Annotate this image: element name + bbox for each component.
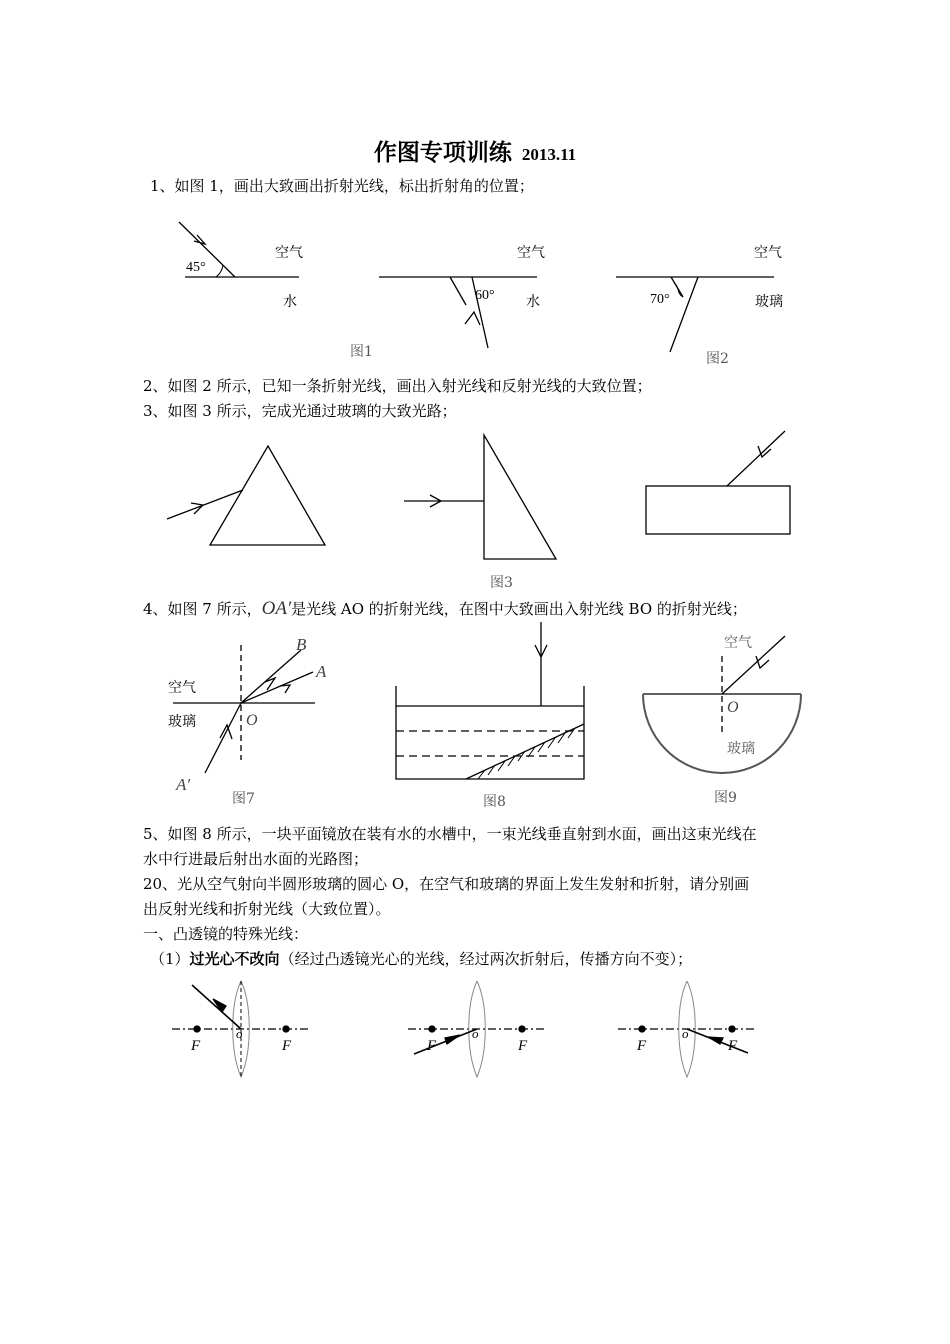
q4-suffix: 是光线 AO 的折射光线，在图中大致画出入射光线 BO 的折射光线； — [291, 600, 747, 618]
label-point-a-prime: A′ — [176, 775, 191, 794]
label-focus-left-3: F — [637, 1038, 647, 1054]
label-water-2: 水 — [526, 294, 540, 310]
label-point-o-9: O — [727, 699, 739, 716]
label-focus-right-2: F — [518, 1038, 528, 1054]
label-air-3: 空气 — [754, 245, 782, 261]
label-point-o-7: O — [246, 712, 258, 729]
label-glass-7: 玻璃 — [168, 714, 196, 730]
label-center-3: o — [682, 1026, 689, 1041]
label-glass-3: 玻璃 — [755, 294, 783, 310]
question-2: 2、如图 2 所示，已知一条折射光线，画出入射光线和反射光线的大致位置； — [143, 377, 652, 395]
caption-fig1: 图1 — [350, 344, 373, 360]
diagram-lens-2 — [408, 981, 545, 1077]
diagram-lens-1 — [172, 981, 309, 1077]
label-air-7: 空气 — [168, 680, 196, 696]
title-main: 作图专项训练 — [373, 139, 512, 166]
caption-fig7: 图7 — [232, 791, 255, 807]
question-20-line1: 20、光从空气射向半圆形玻璃的圆心 O，在空气和玻璃的界面上发生发射和折射，请分别画 — [143, 875, 750, 893]
caption-fig8: 图8 — [483, 794, 506, 810]
diagram-fig3-slab — [646, 431, 790, 534]
question-5-line2: 水中行进最后射出水面的光路图； — [143, 850, 369, 868]
caption-fig9: 图9 — [714, 790, 737, 806]
sub1-prefix: （1） — [150, 950, 190, 968]
label-focus-right-3: F — [728, 1038, 738, 1054]
label-focus-right-1: F — [282, 1038, 292, 1054]
label-angle-45: 45° — [186, 260, 206, 275]
diagram-fig3-right-prism — [404, 435, 556, 559]
label-point-a: A — [316, 662, 327, 681]
label-water-1: 水 — [283, 294, 297, 310]
question-5-line1: 5、如图 8 所示，一块平面镜放在装有水的水槽中，一束光线垂直射到水面，画出这束光线在 — [143, 825, 757, 843]
label-center-2: o — [472, 1026, 479, 1041]
diagram-lens-3 — [618, 981, 755, 1077]
diagram-fig9 — [643, 636, 801, 773]
diagram-fig1-left — [179, 222, 299, 277]
label-point-b: B — [296, 635, 307, 654]
label-air-1: 空气 — [275, 245, 303, 261]
label-focus-left-1: F — [191, 1038, 201, 1054]
diagram-fig8 — [396, 622, 584, 779]
question-3: 3、如图 3 所示，完成光通过玻璃的大致光路； — [143, 402, 457, 420]
section-convex-lens: 一、凸透镜的特殊光线： — [143, 925, 309, 943]
caption-fig2: 图2 — [706, 351, 729, 367]
diagram-fig1-middle — [379, 277, 537, 348]
label-air-9: 空气 — [724, 635, 752, 651]
title-date: 2013.11 — [521, 145, 577, 164]
label-focus-left-2: F — [427, 1038, 437, 1054]
sub1-bold: 过光心不改向 — [189, 950, 280, 968]
label-center-1: o — [236, 1026, 243, 1041]
q4-math: OA′ — [261, 598, 292, 619]
label-angle-70: 70° — [650, 292, 670, 307]
label-glass-9: 玻璃 — [727, 741, 755, 757]
question-20-line2: 出反射光线和折射光线（大致位置）。 — [143, 900, 391, 918]
label-angle-60: 60° — [475, 288, 495, 303]
label-air-2: 空气 — [517, 245, 545, 261]
diagram-fig7 — [173, 645, 315, 773]
diagram-fig3-triangle — [167, 446, 325, 545]
q4-prefix: 4、如图 7 所示， — [143, 600, 262, 618]
diagram-fig2 — [616, 277, 774, 352]
caption-fig3: 图3 — [490, 575, 513, 591]
question-1: 1、如图 1，画出大致画出折射光线，标出折射角的位置； — [150, 177, 534, 195]
sub1-suffix: （经过凸透镜光心的光线，经过两次折射后，传播方向不变）； — [279, 950, 693, 968]
